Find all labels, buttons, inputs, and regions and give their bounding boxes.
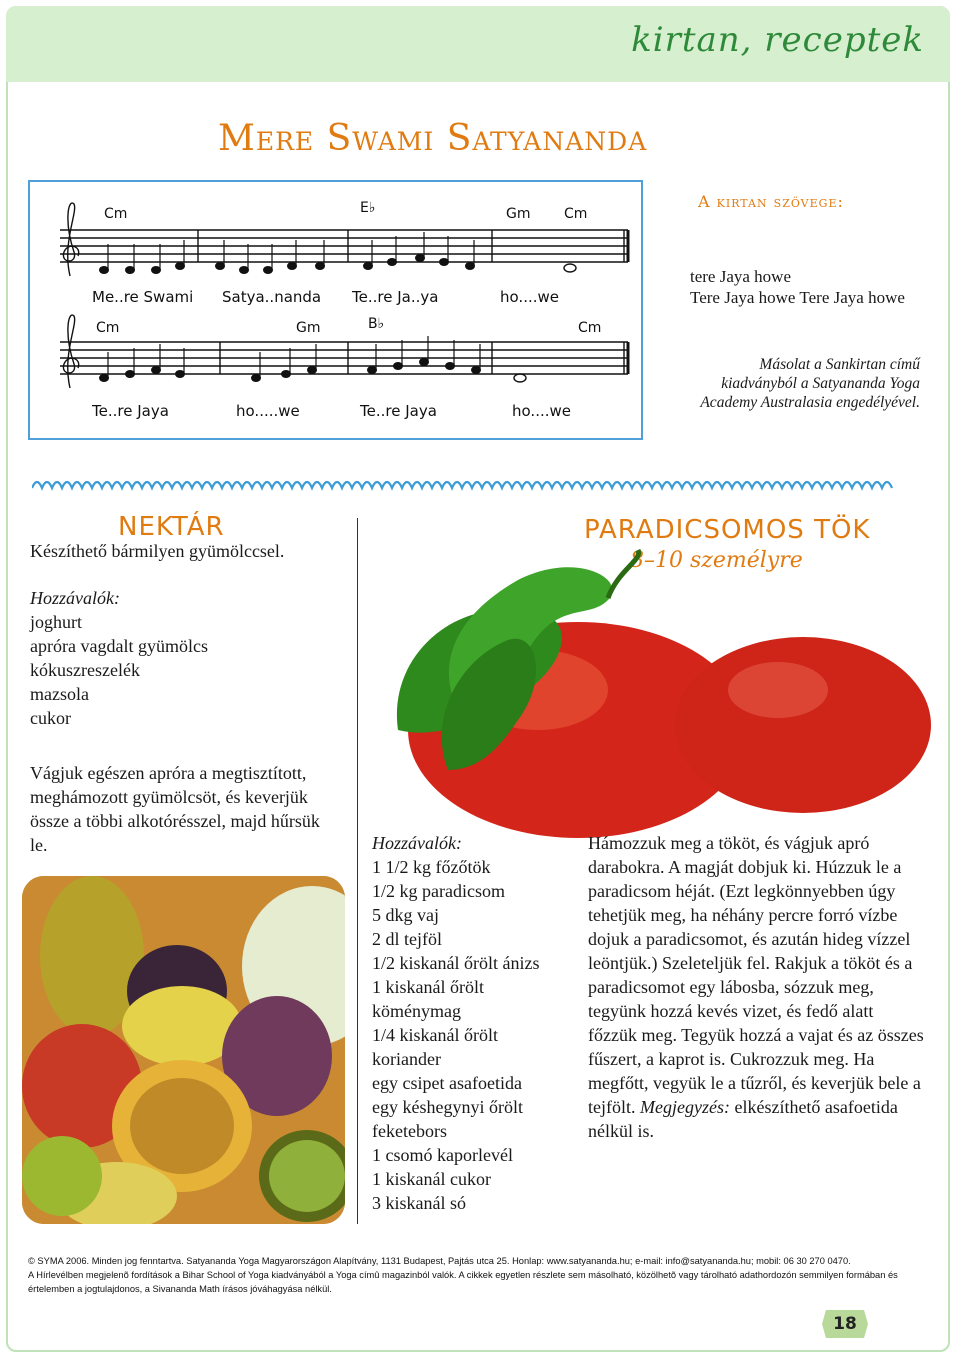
sheet-music-staves: [30, 182, 641, 438]
ingredient-item: 1 kiskanál őrölt: [372, 977, 484, 997]
ingredients-label: Hozzávalók:: [372, 833, 462, 853]
ingredient-item: mazsola: [30, 684, 89, 704]
lyrics-title: A kirtan szövege:: [698, 192, 844, 211]
paradicsomos-title: PARADICSOMOS TÖK: [584, 515, 871, 545]
section-label: kirtan, receptek: [631, 20, 924, 60]
lyric-2-1: Te..re Jaya: [92, 402, 169, 420]
sheet-music: [28, 180, 643, 440]
ingredient-item: 2 dl tejföl: [372, 929, 442, 949]
ingredient-item: feketebors: [372, 1121, 447, 1141]
footer-line: A Hírlevélben megjelenõ fordítások a Bihar School of Yoga kiadványából a Yoga címû magazinból valók. A cikkek egyetlen részlete sem másolható, közölhetõ vagy tárolható adathordozón semmilyen formában és értelemben a jogtulajdonos, a Sivananda Math írásos jóváhagyása nélkül.: [28, 1270, 898, 1294]
song-title: Mere Swami Satyananda: [218, 118, 648, 159]
ingredient-item: egy csipet asafoetida: [372, 1073, 522, 1093]
nektar-subtitle: Készíthető bármilyen gyümölccsel.: [30, 541, 285, 561]
ingredient-item: joghurt: [30, 612, 82, 632]
ingredient-item: 1/2 kiskanál őrölt ánizs: [372, 953, 540, 973]
lyric-1-4: ho....we: [500, 288, 559, 306]
lyric-2-2: ho.....we: [236, 402, 300, 420]
ingredient-item: 1/2 kg paradicsom: [372, 881, 505, 901]
footer: [28, 1254, 933, 1296]
ingredient-item: 1 1/2 kg főzőtök: [372, 857, 491, 877]
note-label: Megjegyzés:: [640, 1097, 730, 1117]
ingredients-label: Hozzávalók:: [30, 588, 120, 608]
ingredient-item: egy késhegynyi őrölt: [372, 1097, 523, 1117]
chord-1-3: Gm: [506, 206, 531, 222]
wave-divider: [32, 478, 934, 494]
copyright-note: Másolat a Sankirtan című kiadványból a Satyananda Yoga Academy Australasia engedélyével.: [700, 356, 920, 411]
ingredient-item: 5 dkg vaj: [372, 905, 439, 925]
lyric-1-1: Me..re Swami: [92, 288, 194, 306]
chord-1-4: Cm: [564, 206, 588, 222]
lyric-1-2: Satya..nanda: [222, 288, 322, 306]
fruit-photo-illustration: [22, 876, 345, 1224]
ingredient-item: cukor: [30, 708, 71, 728]
ingredient-item: 1 kiskanál cukor: [372, 1169, 491, 1189]
lyric-2-4: ho....we: [512, 402, 571, 420]
chord-2-2: Gm: [296, 320, 321, 336]
method-text: Hámozzuk meg a tököt, és vágjuk apró darabokra. A magját dobjuk ki. Húzzuk le a paradicsom héját. (Ezt legkönnyebben úgy tehetjük meg, ha néhány percre forró vízbe dojuk a paradicsomot, és azután hideg vízzel leöntjük.) Szeleteljük fel. Rakjuk a tököt és a paradicsomot egy lábosba, sózzuk meg, tegyünk hozzá kevés vizet, és fedő alatt főzzük meg. Tegyük hozzá a vajat és az összes fűszert, a kaprot is. Cukrozzuk meg. Ha megfőtt, vegyük le a tűzről, és keverjük bele a tejfölt.: [588, 833, 924, 1117]
page-number: 18: [833, 1314, 857, 1334]
lyrics-line: tere Jaya howe: [690, 267, 792, 286]
ingredient-item: apróra vagdalt gyümölcs: [30, 636, 208, 656]
lyrics-line: Tere Jaya howe Tere Jaya howe: [690, 288, 905, 307]
nektar-ingredients: [30, 586, 208, 730]
ingredient-item: 3 kiskanál só: [372, 1193, 466, 1213]
paradicsomos-ingredients: [372, 831, 539, 1215]
ingredient-item: 1 csomó kaporlevél: [372, 1145, 513, 1165]
nektar-method: Vágjuk egészen apróra a megtisztított, meghámozott gyümölcsöt, és keverjük össze a többi alkotórésszel, majd hűrsük le.: [30, 763, 320, 855]
chord-2-4: Cm: [578, 320, 602, 336]
chord-1-2: E♭: [360, 200, 376, 216]
ingredient-item: kókuszreszelék: [30, 660, 140, 680]
ingredient-item: koriander: [372, 1049, 441, 1069]
nektar-title: NEKTÁR: [118, 512, 225, 542]
chord-1-1: Cm: [104, 206, 128, 222]
footer-line: © SYMA 2006. Minden jog fenntartva. Satyananda Yoga Magyarországon Alapítvány, 1131 Budapest, Pajtás utca 25. Honlap: www.satyananda.hu; e-mail: info@satyananda.hu; mobil: 06 30 270 0470.: [28, 1256, 851, 1266]
lyrics-text: [690, 266, 905, 308]
column-divider: [357, 518, 358, 1224]
ingredient-item: köménymag: [372, 1001, 461, 1021]
chord-2-1: Cm: [96, 320, 120, 336]
chord-2-3: B♭: [368, 316, 385, 332]
servings: 8–10 személyre: [630, 548, 803, 573]
lyric-2-3: Te..re Jaya: [360, 402, 437, 420]
ingredient-item: 1/4 kiskanál őrölt: [372, 1025, 498, 1045]
tomato-photo: [378, 540, 938, 840]
fruit-photo: [22, 876, 345, 1224]
lyric-1-3: Te..re Ja..ya: [352, 288, 439, 306]
paradicsomos-method: [588, 831, 924, 1143]
note-text: elkészíthető asafoetida nélkül is.: [588, 1097, 898, 1141]
